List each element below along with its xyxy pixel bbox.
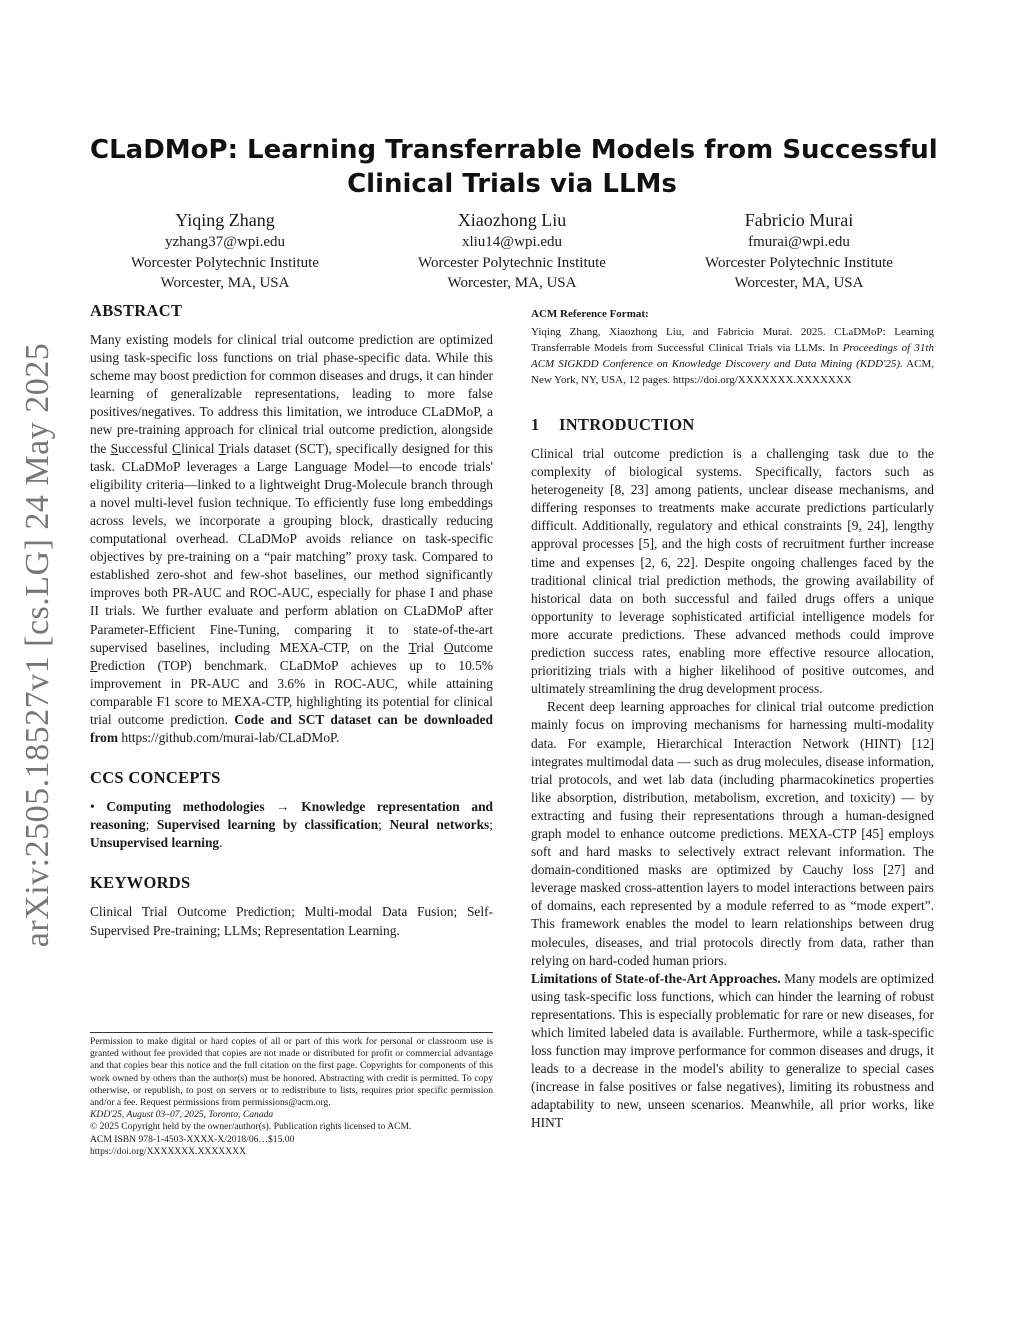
abstract-text: Many existing models for clinical trial outcome prediction are optimized using task-specific loss functions on trial phase-specific data. While this scheme may boost prediction for common diseases and drugs, it can hinder learning of generalizable representations, leading to more false positives/negatives. To address this limitation, we introduce CLaDMoP, a new pre-training approach for clinical trial outcome prediction, alongside the Successful Clinical Trials dataset (SCT), specifically designed for this task. CLaDMoP leverages a Large Language Model—to encode trials' eligibility criteria—linked to a lightweight Drug-Molecule branch through a novel multi-level fusion technique. To efficiently fuse long embeddings across levels, we incorporate a grouping block, drastically reducing computational overhead. CLaDMoP avoids reliance on task-specific objectives by pre-training on a “pair matching” proxy task. Compared to established zero-shot and few-shot baselines, our method significantly improves both PR-AUC and ROC-AUC, especially for phase I and phase II trials. We further evaluate and perform ablation on CLaDMoP after Parameter-Efficient Fine-Tuning, comparing it to state-of-the-art supervised baselines, including MEXA-CTP, on the Trial Outcome Prediction (TOP) benchmark. CLaDMoP achieves up to 10.5% improvement in PR-AUC and 3.6% in ROC-AUC, while attaining comparable F1 score to MEXA-CTP, highlighting its potential for clinical trial outcome prediction. Code and SCT dataset can be downloaded from https://github.com/murai-lab/CLaDMoP. (90, 332, 494, 746)
arxiv-sidebar (8, 342, 68, 948)
keywords-heading: KEYWORDS (90, 873, 191, 893)
intro-paragraph-3: Limitations of State-of-the-Art Approaches. Many models are optimized using task-specific loss functions, which can hinder the learning of robust representations. This is especially problematic for rare or new diseases, for which limited labeled data is available. Furthermore, while a task-specific loss function may improve performance for common diseases and drugs, it leads to a decrease in the model's ability to generalize to special cases (increase in false positives or false negatives), limiting its robustness and adaptability to new, unseen scenarios. Meanwhile, all prior works, like HINT (531, 970, 934, 1131)
author-name: Yiqing Zhang (175, 210, 275, 230)
code-link[interactable]: https://github.com/murai-lab/CLaDMoP. (121, 730, 340, 746)
paper-title (90, 133, 938, 201)
acm-reference-heading: ACM Reference Format: (531, 308, 649, 320)
introduction-heading: 1 INTRODUCTION (531, 415, 695, 434)
intro-paragraph-1: Clinical trial outcome prediction is a challenging task due to the complexity of biological systems. Specifically, factors such as heterogeneity [8, 23] among patients, unclear disease mechanisms, and differing responses to treatments make accurate predictions particularly difficult. Additionally, regulatory and ethical constraints [9, 24], lengthy approval processes [5], and the high costs of recruitment further increase time and expenses [2, 6, 22]. Despite ongoing challenges faced by the traditional clinical trial prediction methods, the growing availability of historical data on both successful and failed drugs offers a unique opportunity to leverage sophisticated artificial intelligence models for more accurate predictions. These advanced methods could improve prediction success rates, enabling more effective resource allocation, prioritizing trials with a higher likelihood of positive outcomes, and ultimately streamlining the drug development process. (531, 446, 934, 697)
doi-line[interactable]: https://doi.org/XXXXXXX.XXXXXXX (90, 1145, 246, 1157)
arxiv-identifier: arXiv:2505.18527v1 [cs.LG] 24 May 2025 (19, 342, 57, 948)
author-1 (90, 208, 360, 294)
author-affiliation: Worcester Polytechnic Institute (705, 254, 893, 271)
ccs-heading: CCS CONCEPTS (90, 768, 221, 788)
author-email: xliu14@wpi.edu (461, 234, 563, 250)
author-location: Worcester, MA, USA (734, 275, 864, 291)
permission-footnote (90, 1036, 493, 1158)
ccs-concepts: • Computing methodologies → Knowledge representation and reasoning; Supervised learning by classification; Neural networks; Unsupervised learning. (90, 799, 493, 851)
abstract-heading: ABSTRACT (90, 301, 183, 320)
author-location: Worcester, MA, USA (447, 275, 577, 291)
title-line-2: Clinical Trials via LLMs (347, 169, 677, 199)
author-name: Xiaozhong Liu (457, 210, 567, 230)
intro-paragraph-2: Recent deep learning approaches for clinical trial outcome prediction mainly focus on improving mechanisms for harnessing multi-modality data. For example, Hierarchical Interaction Network (HINT) [12] integrates multimodal data — such as drug molecules, disease information, trial protocols, and wet lab data (including pharmacokinetics properties like absorption, distribution, metabolism, excretion, and toxicity) — by extracting and fusing their representations through a human-designed graph model to enhance outcome predictions. MEXA-CTP [45] employs soft and hard masks to selectively extract relevant information. The domain-conditioned masks are optimized by Cauchy loss [27] and leverage masked cross-attention layers to model interactions between pairs of domains, each represented by a module referred to as “mode expert”. This framework enables the model to learn relationships between drug molecules, diseases, and trial protocols directly from data, rather than relying on hard-coded human priors. (531, 699, 934, 968)
author-2 (377, 208, 647, 294)
author-affiliation: Worcester Polytechnic Institute (418, 254, 606, 271)
copyright-line: © 2025 Copyright held by the owner/author(s). Publication rights licensed to ACM. (90, 1121, 412, 1133)
author-3 (664, 208, 934, 294)
author-email: yzhang37@wpi.edu (164, 234, 286, 250)
right-column (531, 306, 934, 1133)
footnote-rule (90, 1032, 493, 1033)
author-email: fmurai@wpi.edu (748, 234, 850, 250)
keywords-text: Clinical Trial Outcome Prediction; Multi-modal Data Fusion; Self-Supervised Pre-training; LLMs; Representation Learning. (90, 904, 493, 938)
acm-reference-text: Yiqing Zhang, Xiaozhong Liu, and Fabricio Murai. 2025. CLaDMoP: Learning Transferrable Models from Successful Clinical Trials via LLMs. In Proceedings of 31th ACM SIGKDD Conference on Knowledge Discovery and Data Mining (KDD'25). ACM, New York, NY, USA, 12 pages. https://doi.org/XXXXXXX.XXXXXXX (531, 326, 934, 386)
author-affiliation: Worcester Polytechnic Institute (131, 254, 319, 271)
left-column (90, 300, 493, 940)
title-line-1: CLaDMoP: Learning Transferrable Models from Successful (90, 135, 938, 165)
author-block (90, 208, 934, 294)
conference-info: KDD'25, August 03–07, 2025, Toronto, Canada (90, 1109, 274, 1121)
author-name: Fabricio Murai (744, 210, 854, 230)
isbn-line: ACM ISBN 978-1-4503-XXXX-X/2018/06…$15.00 (90, 1133, 295, 1145)
permission-text: Permission to make digital or hard copies of all or part of this work for personal or classroom use is granted without fee provided that copies are not made or distributed for profit or commercial advantage and that copies bear this notice and the full citation on the first page. Copyrights for components of this work owned by others than the author(s) must be honored. Abstracting with credit is permitted. To copy otherwise, or republish, to post on servers or to redistribute to lists, requires prior specific permission and/or a fee. Request permissions from permissions@acm.org. (90, 1036, 493, 1109)
author-location: Worcester, MA, USA (160, 275, 290, 291)
